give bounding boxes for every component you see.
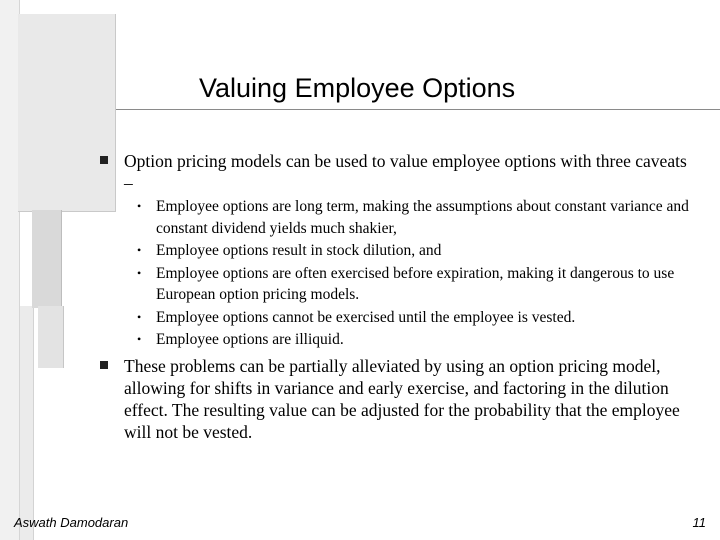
footer-author: Aswath Damodaran bbox=[14, 515, 129, 530]
dot-bullet-icon: • bbox=[137, 199, 142, 213]
square-bullet-icon bbox=[100, 361, 108, 369]
square-bullet-icon bbox=[100, 156, 108, 164]
decor-panel-top bbox=[18, 14, 116, 212]
sub-bullet-item bbox=[136, 196, 696, 239]
sub-bullet-text: Employee options are often exercised before expiration, making it dangerous to use European option pricing models. bbox=[156, 264, 675, 303]
decor-panel-mid bbox=[32, 210, 62, 308]
sub-bullet-text: Employee options are illiquid. bbox=[156, 331, 344, 348]
bullet-text: Option pricing models can be used to value employee options with three caveats – bbox=[124, 151, 687, 193]
page-number: 11 bbox=[692, 515, 706, 530]
title-divider bbox=[116, 109, 720, 110]
sub-bullet-text: Employee options are long term, making the assumptions about constant variance and constant dividend yields much shakier, bbox=[156, 198, 689, 237]
sub-bullet-list bbox=[136, 196, 696, 352]
slide-title: Valuing Employee Options bbox=[199, 73, 516, 103]
dot-bullet-icon: • bbox=[137, 243, 142, 257]
decor-panel-lower bbox=[20, 306, 34, 540]
dot-bullet-icon: • bbox=[137, 332, 142, 346]
bullet-text: These problems can be partially alleviated by using an option pricing model, allowing for shifts in variance and early exercise, and factoring in the dilution effect. The resulting value can be adjusted for the probability that the employee will not be vested. bbox=[124, 356, 680, 442]
sub-bullet-text: Employee options result in stock dilution, and bbox=[156, 242, 442, 259]
sub-bullet-item bbox=[136, 263, 696, 306]
decor-panel-small bbox=[38, 306, 64, 368]
dot-bullet-icon: • bbox=[137, 309, 142, 324]
decor-panel-left bbox=[0, 0, 20, 540]
sub-bullet-item bbox=[136, 329, 696, 351]
sub-bullet-item bbox=[136, 240, 696, 262]
sub-bullet-text: Employee options cannot be exercised until the employee is vested. bbox=[156, 308, 576, 326]
dot-bullet-icon: • bbox=[137, 265, 142, 280]
sub-bullet-item bbox=[136, 307, 696, 329]
